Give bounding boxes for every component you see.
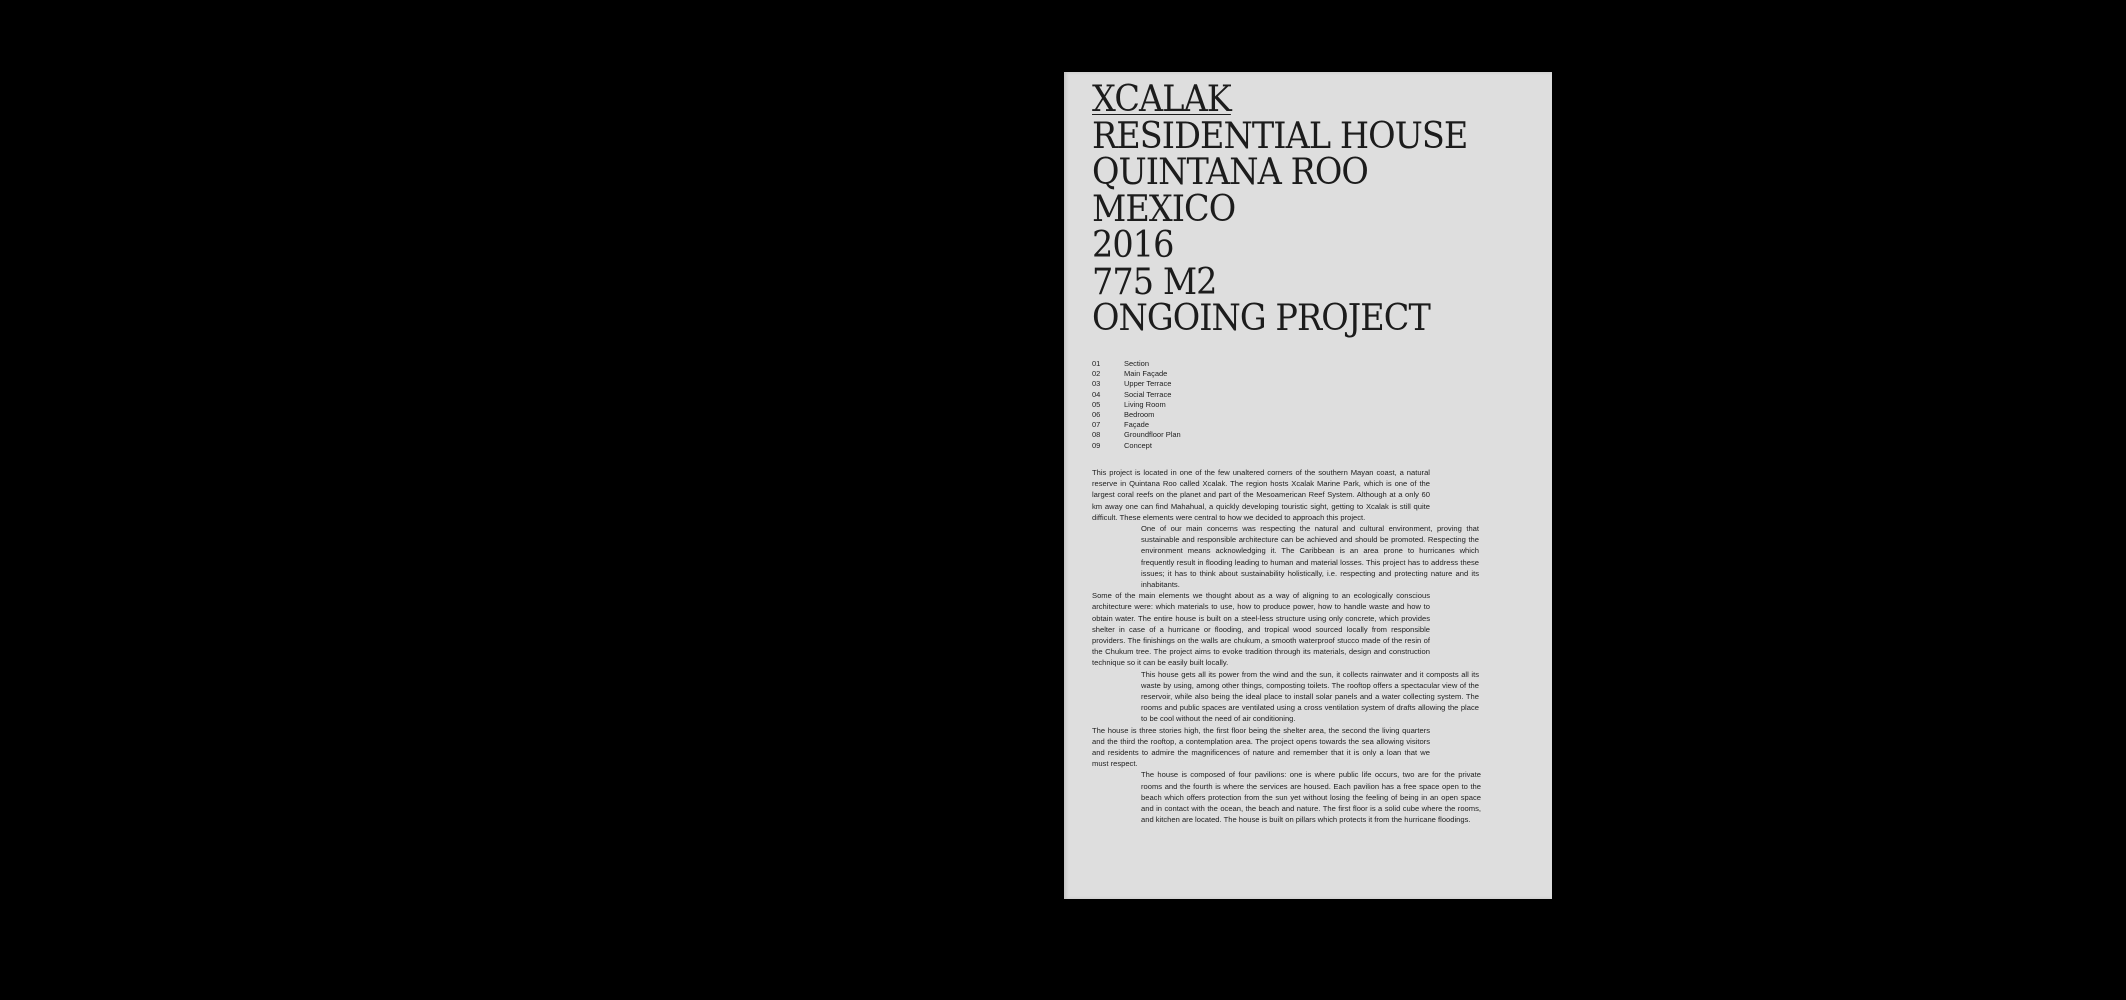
toc-number: 04: [1092, 389, 1101, 399]
title-line-location: XCALAK: [1092, 79, 1231, 120]
toc-label: Social Terrace: [1124, 389, 1172, 399]
toc-label: Section: [1124, 359, 1150, 368]
toc-label: Façade: [1124, 420, 1150, 430]
project-description: [1064, 467, 1552, 826]
toc-item: [1092, 410, 1392, 420]
project-title: [1092, 79, 1501, 339]
toc-item: [1092, 379, 1392, 389]
title-line-country: MEXICO: [1092, 188, 1236, 230]
title-line-area: 775 M2: [1092, 261, 1217, 303]
paragraph-pavilions: The house is composed of four pavilions: one is where public life occurs, two are for the private rooms and the fourth is where the services are housed. Each pavilion has a free space open to the beach which offers protection from the sun yet without losing the feeling of being in an open space and in contact with the ocean, the beach and nature. The first floor is a solid cube where the rooms, and kitchen are located. The house is built on pillars which protects it from the hurricane floodings.: [1141, 770, 1481, 825]
paragraph-stories: The house is three stories high, the first floor being the shelter area, the second the living quarters and the third the rooftop, a contemplation area. The project opens towards the sea allowing visitors and residents to admire the magnificences of nature and remember that it is only a loan that we must respect.: [1092, 725, 1430, 769]
title-line-type: RESIDENTIAL HOUSE: [1092, 115, 1468, 157]
title-line-status: ONGOING PROJECT: [1092, 298, 1430, 339]
toc-number: 03: [1092, 379, 1101, 389]
toc-item: [1092, 359, 1392, 369]
paragraph-environment: One of our main concerns was respecting the natural and cultural environment, proving that sustainable and responsible architecture can be achieved and should be promoted. Respecting the environment means acknowledging it. The Caribbean is an area prone to hurricanes which frequently result in flooding leading to human and material losses. This project has to address these issues; it has to think about sustainability holistically, i.e. respecting and protecting nature and its inhabitants.: [1141, 524, 1479, 590]
paragraph-location: This project is located in one of the few unaltered corners of the southern Mayan coast, a natural reserve in Quintana Roo called Xcalak. The region hosts Xcalak Marine Park, which is one of the largest coral reefs on the planet and part of the Mesoamerican Reef System. Although at a only 60 km away one can find Mahahual, a quickly developing touristic sight, getting to Xcalak is still quite difficult. These elements were central to how we decided to approach this project.: [1092, 468, 1430, 522]
toc-number: 05: [1092, 399, 1101, 409]
toc-number: 02: [1092, 369, 1101, 379]
toc-label: Bedroom: [1124, 410, 1155, 420]
table-of-contents: [1092, 359, 1392, 451]
toc-number: 06: [1092, 410, 1101, 420]
toc-item: [1092, 420, 1392, 430]
paragraph-power: This house gets all its power from the wind and the sun, it collects rainwater and it composts all its waste by using, among other things, composting toilets. The rooftop offers a spectacular view of the reservoir, while also being the ideal place to install solar panels and a water collecting system. The rooms and public spaces are ventilated using a cross ventilation system of drafts allowing the place to be cool without the need of air conditioning.: [1141, 669, 1479, 724]
paragraph-materials: Some of the main elements we thought about as a way of aligning to an ecologically conscious architecture were: which materials to use, how to produce power, how to handle waste and how to obtain water. The entire house is built on a steel-less structure using only concrete, which provides shelter in case of a hurricane or flooding, and tropical wood sourced locally from responsible providers. The finishings on the walls are chukum, a smooth waterproof stucco made of the resin of the Chukum tree. The project aims to evoke tradition through its materials, design and construction technique so it can be easily built locally.: [1092, 591, 1430, 668]
toc-number: 08: [1092, 430, 1101, 440]
toc-number: 09: [1092, 440, 1101, 450]
toc-number: 07: [1092, 420, 1101, 430]
toc-label: Groundfloor Plan: [1124, 430, 1181, 440]
title-line-state: QUINTANA ROO: [1092, 152, 1368, 193]
toc-label: Living Room: [1124, 399, 1166, 409]
toc-item: [1092, 369, 1392, 379]
toc-item: [1092, 400, 1392, 410]
toc-label: Concept: [1124, 440, 1152, 450]
toc-item: [1092, 430, 1392, 440]
document-page: [1064, 72, 1552, 899]
toc-item: [1092, 441, 1392, 451]
toc-item: [1092, 390, 1392, 400]
toc-label: Main Façade: [1124, 369, 1168, 379]
title-line-year: 2016: [1092, 225, 1174, 266]
toc-label: Upper Terrace: [1124, 379, 1172, 389]
toc-number: 01: [1092, 359, 1101, 368]
